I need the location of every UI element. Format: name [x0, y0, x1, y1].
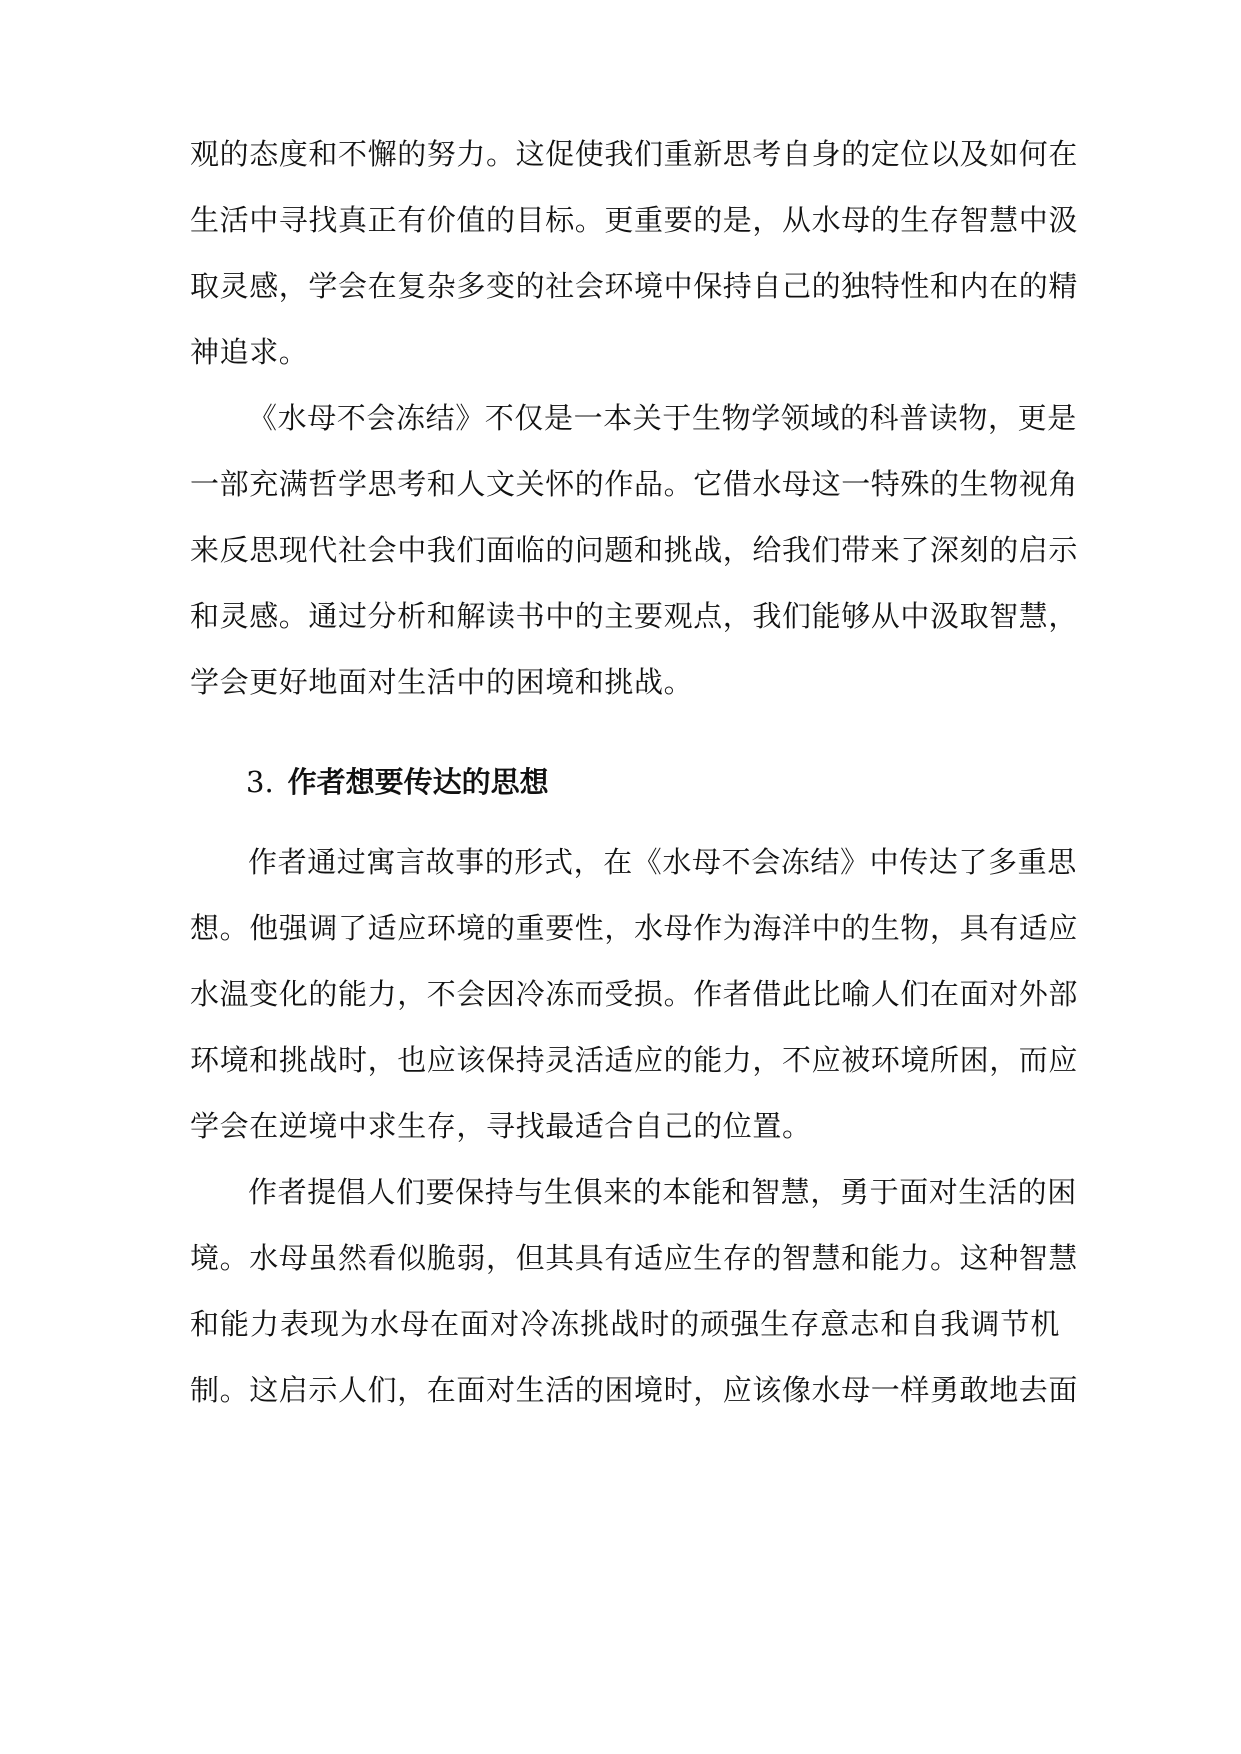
paragraph-line: 和能力表现为水母在面对冷冻挑战时的顽强生存意志和自我调节机 — [190, 1307, 1060, 1341]
paragraph-line: 观的态度和不懈的努力。这促使我们重新思考自身的定位以及如何在 — [190, 137, 1079, 171]
paragraph-line: 和灵感。通过分析和解读书中的主要观点，我们能够从中汲取智慧， — [190, 599, 1079, 633]
paragraph-line: 取灵感，学会在复杂多变的社会环境中保持自己的独特性和内在的精 — [190, 269, 1079, 303]
paragraph-line: 学会更好地面对生活中的困境和挑战。 — [190, 665, 694, 699]
paragraph-line: 境。水母虽然看似脆弱，但其具有适应生存的智慧和能力。这种智慧 — [190, 1241, 1079, 1275]
paragraph-line: 环境和挑战时，也应该保持灵活适应的能力，不应被环境所困，而应 — [190, 1043, 1079, 1077]
paragraph-line: 来反思现代社会中我们面临的问题和挑战，给我们带来了深刻的启示 — [190, 533, 1079, 567]
paragraph-line: 学会在逆境中求生存，寻找最适合自己的位置。 — [190, 1109, 812, 1143]
section-number: 3. — [246, 765, 274, 799]
paragraph-line: 一部充满哲学思考和人文关怀的作品。它借水母这一特殊的生物视角 — [190, 467, 1079, 501]
section-title: 作者想要传达的思想 — [287, 765, 549, 799]
paragraph-line: 神追求。 — [190, 335, 309, 369]
paragraph-line: 《水母不会冻结》不仅是一本关于生物学领域的科普读物，更是 — [248, 401, 1077, 435]
paragraph-line: 作者通过寓言故事的形式，在《水母不会冻结》中传达了多重思 — [248, 845, 1077, 879]
section-heading — [246, 762, 549, 802]
paragraph-line: 水温变化的能力，不会因冷冻而受损。作者借此比喻人们在面对外部 — [190, 977, 1079, 1011]
paragraph-line: 制。这启示人们，在面对生活的困境时，应该像水母一样勇敢地去面 — [190, 1373, 1079, 1407]
paragraph-line: 作者提倡人们要保持与生俱来的本能和智慧，勇于面对生活的困 — [248, 1175, 1077, 1209]
paragraph-line: 生活中寻找真正有价值的目标。更重要的是，从水母的生存智慧中汲 — [190, 203, 1079, 237]
paragraph-line: 想。他强调了适应环境的重要性，水母作为海洋中的生物，具有适应 — [190, 911, 1079, 945]
